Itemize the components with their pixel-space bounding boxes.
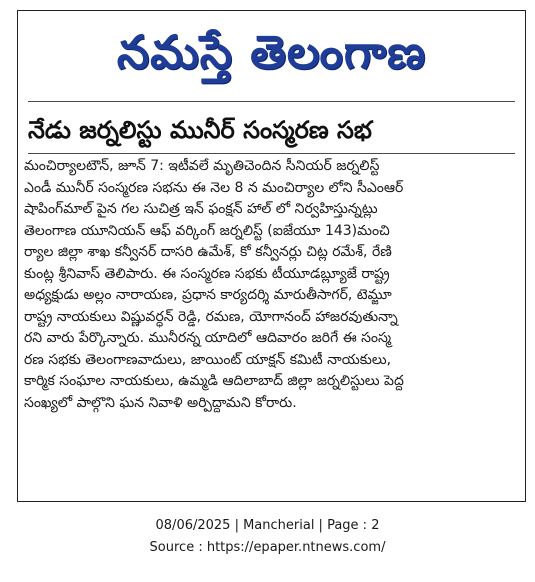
article-line: అధ్యక్షుడు అల్లం నారాయణ, ప్రధాన కార్యదర్శి మారుతీసాగర్, టెమ్జూ	[24, 287, 392, 303]
article-line: షాపింగ్‌మాల్ పైన గల సుచిత్ర ఇన్ ఫంక్షన్ హాల్ లో నిర్వహిస్తున్నట్లు	[24, 201, 378, 217]
article-line: కార్మిక సంఘాల నాయకులు, ఉమ్మడి ఆదిలాబాద్ జిల్లా జర్నలిస్టులు పెద్ద	[24, 373, 404, 389]
article-line: మంచిర్యాలటౌన్, జూన్ 7: ఇటీవలే మృతిచెందిన సీనియర్ జర్నలిస్ట్	[24, 158, 380, 174]
article-line: ఎండీ మునీర్ సంస్మరణ సభను ఈ నెల 8 న మంచిర్యాల లోని సీఎంఆర్	[24, 179, 404, 196]
edition-info: 08/06/2025 | Mancherial | Page : 2	[155, 518, 380, 533]
article-line: తెలంగాణ యూనియన్ ఆఫ్ వర్కింగ్ జర్నలిస్ట్ (ఐజేయూ 143)మంచి	[24, 222, 390, 239]
article-line: సంఖ్యలో పాల్గొని ఘన నివాళి అర్పిద్దామని కోరారు.	[24, 394, 297, 411]
headline-bottom-rule	[28, 153, 515, 154]
source-link[interactable]: Source : https://epaper.ntnews.com/	[149, 540, 386, 555]
headline-top-rule	[28, 101, 515, 102]
article-line: ర్యాల జిల్లా శాఖ కన్వీనర్ దాసరి ఉమేశ్, కో కన్వీనర్లు చిట్ల రమేశ్, రేణి	[24, 244, 392, 260]
article-headline: నేడు జర్నలిస్టు మునీర్ సంస్మరణ సభ	[28, 116, 372, 144]
article-line: కుంట్ల శ్రీనివాస్ తెలిపారు. ఈ సంస్మరణ సభకు టీయూడబ్ల్యూజే రాష్ట్ర	[24, 265, 390, 282]
article-line: రని వారు పేర్కొన్నారు. మునీరన్న యాదిలో ఆదివారం జరిగే ఈ సంస్మ	[24, 330, 392, 346]
article-line: రణ సభకు తెలంగాణవాదులు, జాయింట్ యాక్షన్ కమిటీ నాయకులు,	[24, 351, 392, 368]
article-body	[24, 156, 519, 414]
newspaper-masthead: నమస్తే తెలంగాణ	[116, 25, 427, 79]
news-clipping	[17, 10, 526, 502]
article-line: రాష్ట్ర నాయకులు విష్ణువర్ధన్ రెడ్డి, రమణ, యోగానంద్ హాజరవుతున్నా	[24, 308, 398, 325]
